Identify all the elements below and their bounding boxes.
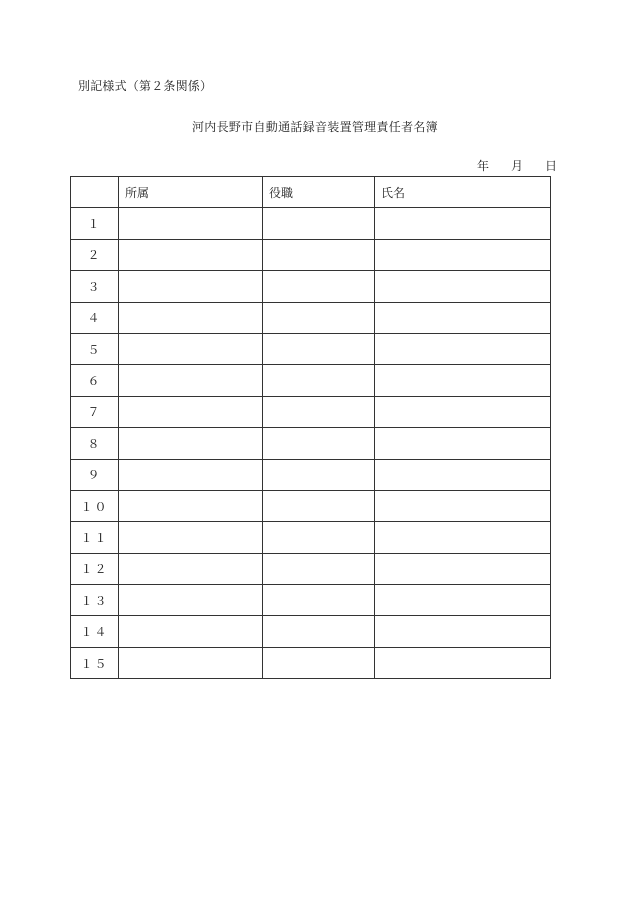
row-number-cell: １３ xyxy=(71,585,119,616)
header-number xyxy=(71,177,119,208)
position-cell[interactable] xyxy=(263,271,375,302)
affiliation-cell[interactable] xyxy=(119,522,263,553)
row-number-cell: １４ xyxy=(71,616,119,647)
row-number-cell: ８ xyxy=(71,428,119,459)
affiliation-cell[interactable] xyxy=(119,459,263,490)
name-cell[interactable] xyxy=(375,522,551,553)
row-number-cell: ２ xyxy=(71,239,119,270)
document-title: 河内長野市自動通話録音装置管理責任者名簿 xyxy=(191,120,438,134)
name-cell[interactable] xyxy=(375,239,551,270)
affiliation-cell[interactable] xyxy=(119,271,263,302)
name-cell[interactable] xyxy=(375,365,551,396)
affiliation-cell[interactable] xyxy=(119,365,263,396)
row-number-cell: ５ xyxy=(71,333,119,364)
position-cell[interactable] xyxy=(263,490,375,521)
header-position: 役職 xyxy=(263,177,375,208)
row-number-cell: １５ xyxy=(71,647,119,678)
position-cell[interactable] xyxy=(263,553,375,584)
table-row xyxy=(71,553,551,584)
name-cell[interactable] xyxy=(375,428,551,459)
table-row xyxy=(71,647,551,678)
table-row xyxy=(71,616,551,647)
month-blank xyxy=(523,157,545,174)
affiliation-cell[interactable] xyxy=(119,239,263,270)
row-number-cell: ４ xyxy=(71,302,119,333)
month-label: 月 xyxy=(510,159,523,173)
row-number-cell: ６ xyxy=(71,365,119,396)
row-number-cell: １ xyxy=(71,208,119,239)
form-label: 別記様式（第２条関係） xyxy=(78,79,213,93)
name-cell[interactable] xyxy=(375,585,551,616)
table-row xyxy=(71,490,551,521)
name-cell[interactable] xyxy=(375,459,551,490)
row-number-cell: ３ xyxy=(71,271,119,302)
name-cell[interactable] xyxy=(375,553,551,584)
table-row xyxy=(71,239,551,270)
table-row xyxy=(71,302,551,333)
name-cell[interactable] xyxy=(375,396,551,427)
name-cell[interactable] xyxy=(375,208,551,239)
year-label: 年 xyxy=(476,159,489,173)
name-cell[interactable] xyxy=(375,302,551,333)
header-name: 氏名 xyxy=(375,177,551,208)
position-cell[interactable] xyxy=(263,459,375,490)
name-cell[interactable] xyxy=(375,271,551,302)
year-blank xyxy=(489,157,511,174)
affiliation-cell[interactable] xyxy=(119,490,263,521)
table-body xyxy=(71,208,551,679)
manager-roster-table xyxy=(70,176,551,679)
position-cell[interactable] xyxy=(263,522,375,553)
position-cell[interactable] xyxy=(263,302,375,333)
table-row xyxy=(71,585,551,616)
affiliation-cell[interactable] xyxy=(119,647,263,678)
position-cell[interactable] xyxy=(263,428,375,459)
position-cell[interactable] xyxy=(263,585,375,616)
table-row xyxy=(71,333,551,364)
affiliation-cell[interactable] xyxy=(119,428,263,459)
header-affiliation: 所属 xyxy=(119,177,263,208)
position-cell[interactable] xyxy=(263,208,375,239)
position-cell[interactable] xyxy=(263,333,375,364)
position-cell[interactable] xyxy=(263,396,375,427)
affiliation-cell[interactable] xyxy=(119,396,263,427)
table-row xyxy=(71,396,551,427)
position-cell[interactable] xyxy=(263,647,375,678)
affiliation-cell[interactable] xyxy=(119,616,263,647)
table-row xyxy=(71,365,551,396)
name-cell[interactable] xyxy=(375,490,551,521)
row-number-cell: １２ xyxy=(71,553,119,584)
affiliation-cell[interactable] xyxy=(119,302,263,333)
affiliation-cell[interactable] xyxy=(119,208,263,239)
affiliation-cell[interactable] xyxy=(119,585,263,616)
table-header-row xyxy=(71,177,551,208)
affiliation-cell[interactable] xyxy=(119,333,263,364)
day-label: 日 xyxy=(544,159,557,173)
name-cell[interactable] xyxy=(375,333,551,364)
position-cell[interactable] xyxy=(263,365,375,396)
row-number-cell: ７ xyxy=(71,396,119,427)
table-row xyxy=(71,428,551,459)
position-cell[interactable] xyxy=(263,239,375,270)
position-cell[interactable] xyxy=(263,616,375,647)
row-number-cell: １１ xyxy=(71,522,119,553)
table-row xyxy=(71,271,551,302)
table-row xyxy=(71,459,551,490)
name-cell[interactable] xyxy=(375,616,551,647)
table-row xyxy=(71,208,551,239)
affiliation-cell[interactable] xyxy=(119,553,263,584)
date-line xyxy=(477,157,557,174)
name-cell[interactable] xyxy=(375,647,551,678)
row-number-cell: １０ xyxy=(71,490,119,521)
table-row xyxy=(71,522,551,553)
row-number-cell: ９ xyxy=(71,459,119,490)
